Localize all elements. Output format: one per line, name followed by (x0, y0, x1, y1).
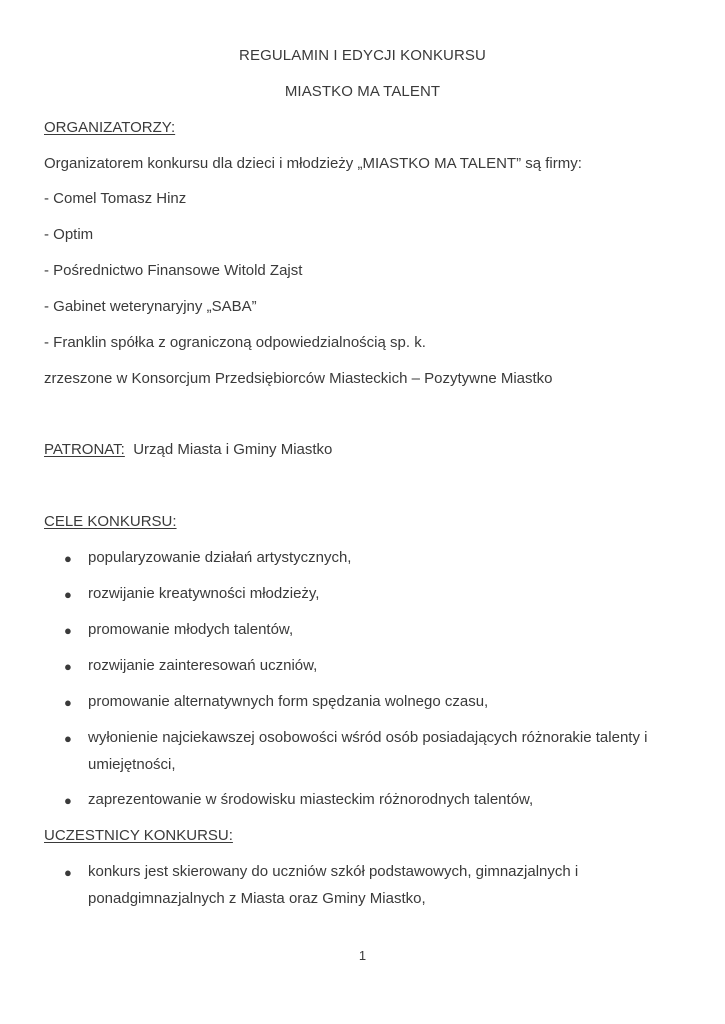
bullet-icon: ● (64, 731, 72, 746)
patronage-value: Urząd Miasta i Gminy Miastko (133, 441, 333, 458)
participants-heading: UCZESTNICY KONKURSU: (44, 827, 233, 844)
organizers-heading: ORGANIZATORZY: (44, 119, 176, 136)
goal-item: rozwijanie kreatywności młodzieży, (88, 585, 320, 602)
goal-item: promowanie młodych talentów, (88, 621, 294, 638)
goals-heading: CELE KONKURSU: (44, 513, 177, 530)
organizer-firm: - Comel Tomasz Hinz (44, 190, 187, 207)
goal-item: popularyzowanie działań artystycznych, (88, 549, 352, 566)
bullet-icon: ● (64, 587, 72, 602)
participant-item-continuation: ponadgimnazjalnych z Miasta oraz Gminy Miastko, (88, 890, 426, 907)
bullet-icon: ● (64, 623, 72, 638)
bullet-icon: ● (64, 659, 72, 674)
page-number: 1 (358, 948, 367, 963)
goal-item: promowanie alternatywnych form spędzania wolnego czasu, (88, 693, 489, 710)
bullet-icon: ● (64, 695, 72, 710)
organizer-firm: - Optim (44, 226, 94, 243)
participant-item: konkurs jest skierowany do uczniów szkół podstawowych, gimnazjalnych i (88, 863, 579, 880)
organizer-firm: - Pośrednictwo Finansowe Witold Zajst (44, 262, 303, 279)
goal-item: zaprezentowanie w środowisku miasteckim różnorodnych talentów, (88, 791, 534, 808)
document-title-line-2: MIASTKO MA TALENT (284, 83, 441, 100)
patronage-row (44, 441, 332, 458)
document-title-line-1: REGULAMIN I EDYCJI KONKURSU (239, 47, 486, 64)
bullet-icon: ● (64, 793, 72, 808)
patronage-heading: PATRONAT: (44, 441, 125, 458)
goal-item-continuation: umiejętności, (88, 756, 176, 773)
organizer-firm: - Gabinet weterynaryjny „SABA” (44, 298, 257, 315)
goal-item: rozwijanie zainteresowań uczniów, (88, 657, 318, 674)
goal-item: wyłonienie najciekawszej osobowości wśród osób posiadających różnorakie talenty i (88, 729, 648, 746)
bullet-icon: ● (64, 551, 72, 566)
bullet-icon: ● (64, 865, 72, 880)
organizer-firm: - Franklin spółka z ograniczoną odpowiedzialnością sp. k. (44, 334, 426, 351)
organizers-intro: Organizatorem konkursu dla dzieci i młodzieży „MIASTKO MA TALENT” są firmy: (44, 155, 582, 172)
organizers-consortium: zrzeszone w Konsorcjum Przedsiębiorców Miasteckich – Pozytywne Miastko (44, 370, 553, 387)
